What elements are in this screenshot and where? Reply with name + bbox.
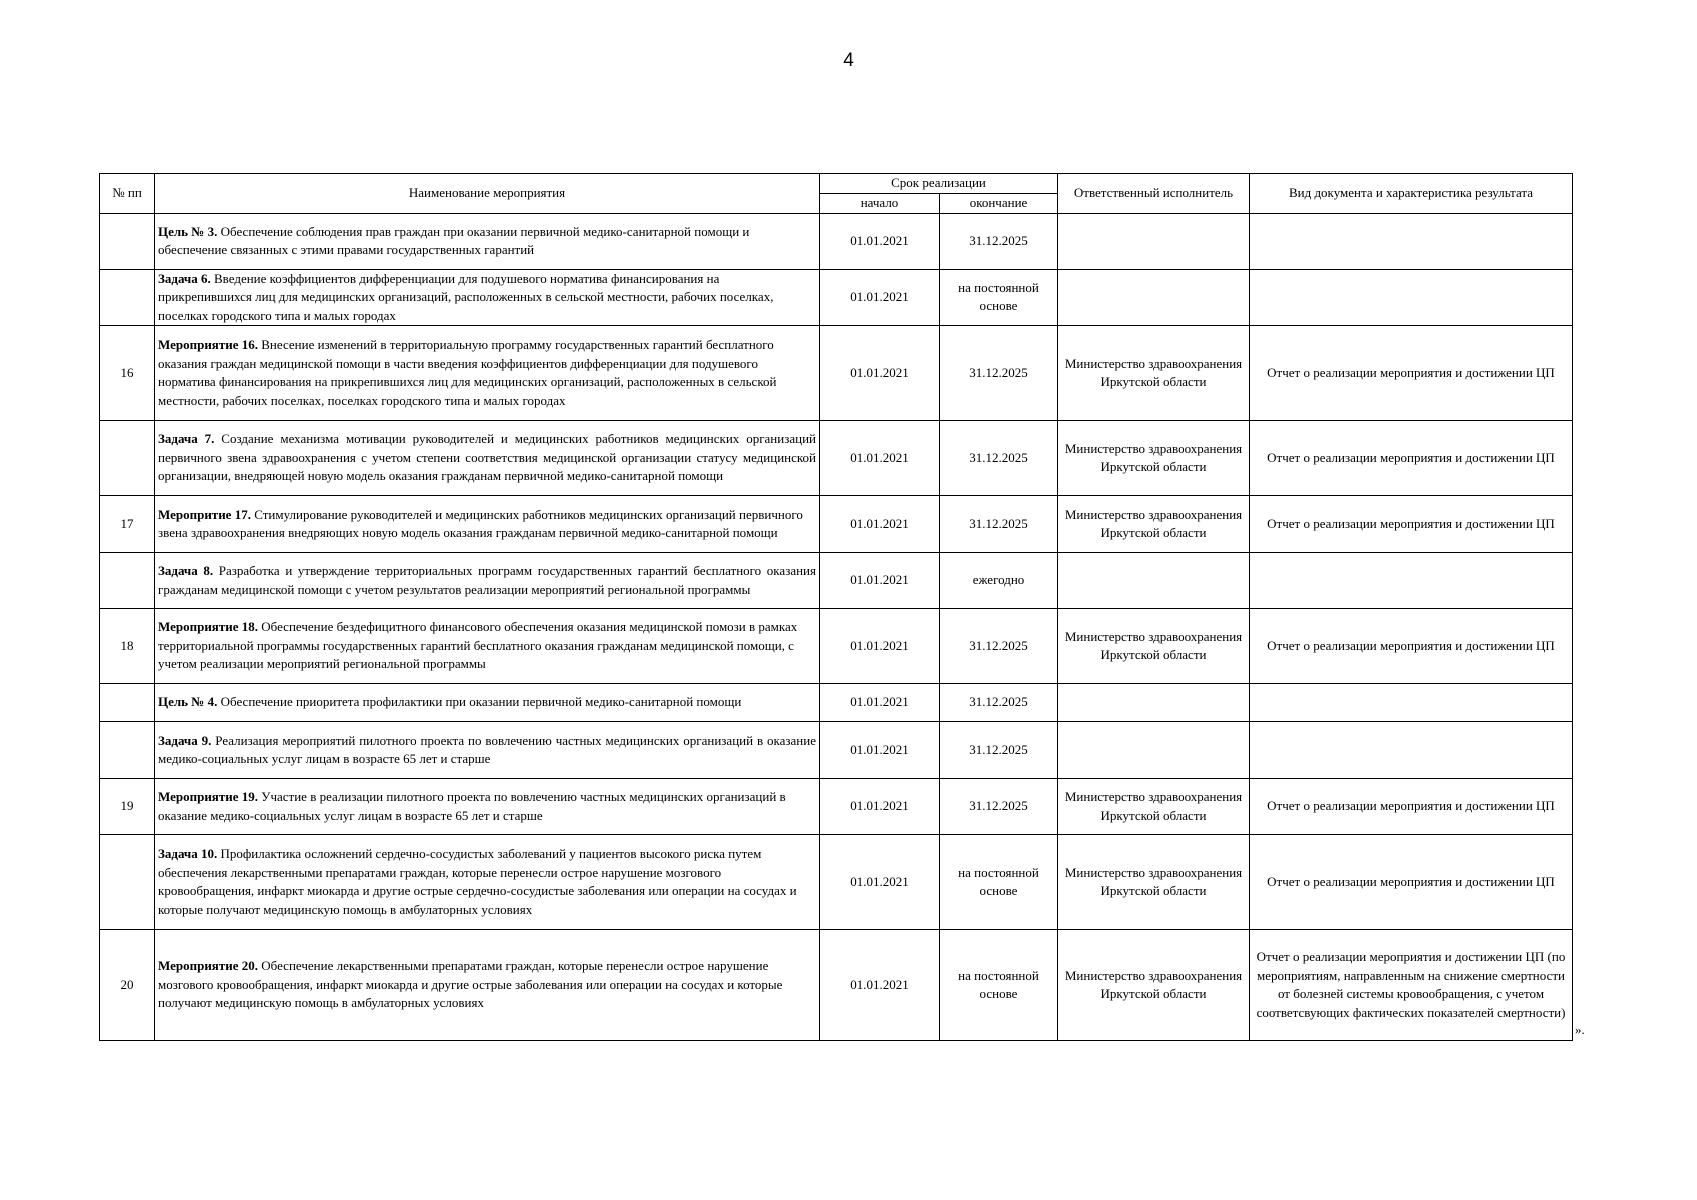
- row-number: [100, 722, 155, 779]
- activity-lead: Цель № 4.: [158, 694, 218, 710]
- row-number: [100, 213, 155, 269]
- row-number: [100, 269, 155, 326]
- result-document: Отчет о реализации мероприятия и достижении ЦП (по мероприятиям, направленным на снижение смертности от болезней системы кровообращения, с учетом соответсвующих фактических показателей смертности): [1250, 930, 1573, 1041]
- end-date: 31.12.2025: [940, 213, 1058, 269]
- row-number: [100, 553, 155, 609]
- activity-name: [155, 269, 820, 326]
- activity-name: [155, 779, 820, 835]
- end-date: 31.12.2025: [940, 609, 1058, 684]
- activity-text: Разработка и утверждение территориальных программ государственных гарантий бесплатного оказания гражданам медицинской помощи с учетом результатов реализации мероприятий региональной программы: [158, 563, 816, 597]
- row-number: 20: [100, 930, 155, 1041]
- activity-name: [155, 722, 820, 779]
- activity-lead: Мероприятие 16.: [158, 337, 258, 352]
- activity-text: Обеспечение бездефицитного финансового обеспечения оказания медицинской помози в рамках территориальной программы государственных гарантий бесплатного оказания гражданам медицинской помощи, с учетом реализации мероприятий региональной программы: [158, 619, 798, 672]
- result-document: [1250, 553, 1573, 609]
- table-row: [100, 326, 1573, 421]
- start-date: 01.01.2021: [820, 496, 940, 553]
- start-date: 01.01.2021: [820, 421, 940, 496]
- row-number: 17: [100, 496, 155, 553]
- start-date: 01.01.2021: [820, 835, 940, 930]
- start-date: 01.01.2021: [820, 553, 940, 609]
- responsible-executor: Министерство здравоохранения Иркутской области: [1058, 779, 1250, 835]
- row-number: 18: [100, 609, 155, 684]
- end-date: на постоянной основе: [940, 835, 1058, 930]
- activity-lead: Мероприятие 18.: [158, 619, 258, 635]
- activity-lead: Задача 6.: [158, 270, 211, 286]
- table-row: [100, 553, 1573, 609]
- end-date: 31.12.2025: [940, 326, 1058, 421]
- result-document: [1250, 269, 1573, 326]
- end-date: 31.12.2025: [940, 722, 1058, 779]
- table-row: [100, 835, 1573, 930]
- header-end: окончание: [940, 194, 1058, 214]
- start-date: 01.01.2021: [820, 326, 940, 421]
- result-document: Отчет о реализации мероприятия и достижении ЦП: [1250, 779, 1573, 835]
- activity-lead: Задача 9.: [158, 732, 212, 748]
- table-row: [100, 421, 1573, 496]
- header-period: Срок реализации: [820, 174, 1058, 194]
- activity-lead: Задача 10.: [158, 846, 218, 861]
- closing-quote: ».: [1575, 1022, 1585, 1037]
- responsible-executor: Министерство здравоохранения Иркутской области: [1058, 421, 1250, 496]
- activities-table: [99, 173, 1573, 1041]
- responsible-executor: [1058, 722, 1250, 779]
- activity-lead: Меропритие 17.: [158, 506, 251, 522]
- end-date: ежегодно: [940, 553, 1058, 609]
- end-date: на постоянной основе: [940, 269, 1058, 326]
- result-document: [1250, 722, 1573, 779]
- activity-text: Создание механизма мотивации руководителей и медицинских работников медицинских организаций первичного звена здравоохранения с учетом степени соответствия медицинской организации статусу медицинской организации, внедряющей новую модель оказания гражданам первичной медико-санитарной помощи: [158, 431, 816, 484]
- result-document: [1250, 213, 1573, 269]
- header-name: Наименование мероприятия: [155, 174, 820, 214]
- row-number: [100, 684, 155, 722]
- table-row: [100, 213, 1573, 269]
- activity-text: Стимулирование руководителей и медицинских работников медицинских организаций первичного звена здравоохранения внедряющих новую модель оказания гражданам первичной медико-санитарной помощи: [158, 506, 803, 540]
- end-date: 31.12.2025: [940, 684, 1058, 722]
- activity-text: Обеспечение приоритета профилактики при оказании первичной медико-санитарной помощи: [217, 694, 742, 710]
- header-result: Вид документа и характеристика результата: [1250, 174, 1573, 214]
- header-num: № пп: [100, 174, 155, 214]
- responsible-executor: [1058, 269, 1250, 326]
- responsible-executor: Министерство здравоохранения Иркутской области: [1058, 496, 1250, 553]
- activity-text: Участие в реализации пилотного проекта по вовлечению частных медицинских организаций в оказание медико-социальных услуг лицам в возрасте 65 лет и старше: [158, 789, 786, 823]
- activity-lead: Цель № 3.: [158, 223, 218, 239]
- activity-lead: Мероприятие 19.: [158, 789, 258, 804]
- activity-name: [155, 930, 820, 1041]
- end-date: на постоянной основе: [940, 930, 1058, 1041]
- end-date: 31.12.2025: [940, 421, 1058, 496]
- header-start: начало: [820, 194, 940, 214]
- result-document: Отчет о реализации мероприятия и достижении ЦП: [1250, 326, 1573, 421]
- row-number: [100, 421, 155, 496]
- result-document: Отчет о реализации мероприятия и достижении ЦП: [1250, 609, 1573, 684]
- start-date: 01.01.2021: [820, 609, 940, 684]
- end-date: 31.12.2025: [940, 496, 1058, 553]
- activity-text: Обеспечение соблюдения прав граждан при оказании первичной медико-санитарной помощи и обеспечение связанных с этими правами государственных гарантий: [158, 223, 750, 257]
- activity-text: Внесение изменений в территориальную программу государственных гарантий бесплатного оказания граждан медицинской помощи в части введения коэффициентов дифференциации для подушевого норматива финансирования на прикрепившихся лиц для медицинских организаций, расположенных в сельской местности, рабочих поселках, поселках городского типа и малых городах: [158, 337, 777, 408]
- page-number: 4: [843, 50, 854, 71]
- activity-name: [155, 326, 820, 421]
- table-row: [100, 722, 1573, 779]
- responsible-executor: [1058, 213, 1250, 269]
- activity-text: Профилактика осложнений сердечно-сосудистых заболеваний у пациентов высокого риска путем обеспечения лекарственными препаратами граждан, которые перенесли острое нарушение мозгового кровообращения, инфаркт миокарда и другие острые сердечно-сосудистые заболевания или операции на сосудах и которые получают медицинскую помощь в амбулаторных условиях: [158, 846, 797, 917]
- table-row: [100, 930, 1573, 1041]
- start-date: 01.01.2021: [820, 779, 940, 835]
- activity-text: Обеспечение лекарственными препаратами граждан, которые перенесли острое нарушение мозгового кровообращения, инфаркт миокарда и другие острые заболевания или операции на сосудах и которые получают медицинскую помощь в амбулаторных условиях: [158, 958, 783, 1011]
- responsible-executor: Министерство здравоохранения Иркутской области: [1058, 326, 1250, 421]
- end-date: 31.12.2025: [940, 779, 1058, 835]
- responsible-executor: Министерство здравоохранения Иркутской области: [1058, 930, 1250, 1041]
- table-row: [100, 269, 1573, 326]
- activity-lead: Задача 8.: [158, 563, 214, 578]
- result-document: Отчет о реализации мероприятия и достижении ЦП: [1250, 496, 1573, 553]
- activity-lead: Мероприятие 20.: [158, 958, 258, 974]
- start-date: 01.01.2021: [820, 930, 940, 1041]
- activity-name: [155, 213, 820, 269]
- responsible-executor: [1058, 684, 1250, 722]
- table-row: [100, 684, 1573, 722]
- activity-name: [155, 553, 820, 609]
- activity-name: [155, 421, 820, 496]
- activity-name: [155, 496, 820, 553]
- activity-name: [155, 684, 820, 722]
- header-executor: Ответственный исполнитель: [1058, 174, 1250, 214]
- result-document: Отчет о реализации мероприятия и достижении ЦП: [1250, 421, 1573, 496]
- activity-lead: Задача 7.: [158, 431, 215, 447]
- result-document: Отчет о реализации мероприятия и достижении ЦП: [1250, 835, 1573, 930]
- activity-name: [155, 835, 820, 930]
- start-date: 01.01.2021: [820, 213, 940, 269]
- activity-name: [155, 609, 820, 684]
- start-date: 01.01.2021: [820, 722, 940, 779]
- table-row: [100, 779, 1573, 835]
- table-row: [100, 609, 1573, 684]
- start-date: 01.01.2021: [820, 269, 940, 326]
- activity-text: Введение коэффициентов дифференциации для подушевого норматива финансирования на прикрепившихся лиц для медицинских организаций, расположенных в сельской местности, рабочих поселках, поселках городского типа и малых городах: [158, 270, 774, 323]
- row-number: 16: [100, 326, 155, 421]
- result-document: [1250, 684, 1573, 722]
- start-date: 01.01.2021: [820, 684, 940, 722]
- row-number: 19: [100, 779, 155, 835]
- responsible-executor: Министерство здравоохранения Иркутской области: [1058, 835, 1250, 930]
- responsible-executor: Министерство здравоохранения Иркутской области: [1058, 609, 1250, 684]
- activity-text: Реализация мероприятий пилотного проекта по вовлечению частных медицинских организаций в оказание медико-социальных услуг лицам в возрасте 65 лет и старше: [158, 732, 816, 766]
- row-number: [100, 835, 155, 930]
- responsible-executor: [1058, 553, 1250, 609]
- table-row: [100, 496, 1573, 553]
